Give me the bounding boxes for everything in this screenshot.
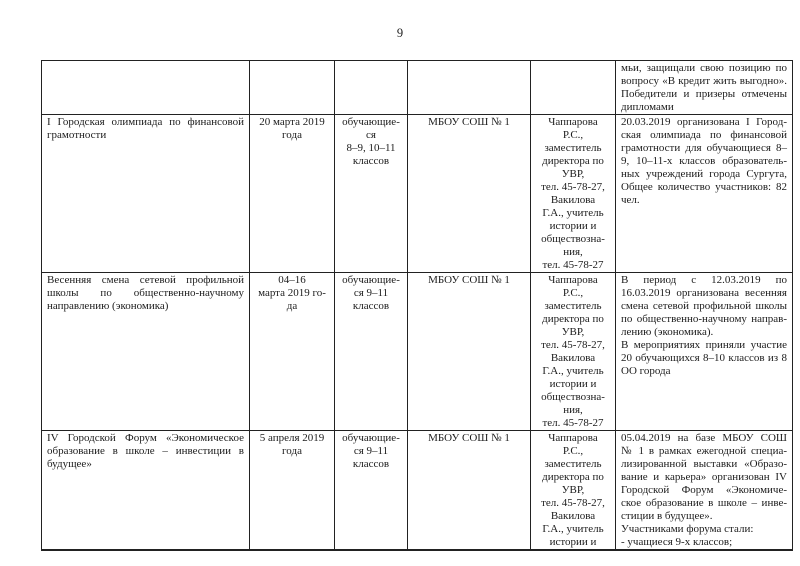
- results-cell: [616, 61, 793, 115]
- text-line: образование в школе – инвестиции в: [47, 445, 244, 457]
- text-line: УВР,: [561, 168, 585, 180]
- text-line: классов: [352, 458, 390, 470]
- text-line: директора по: [542, 471, 604, 483]
- text-line: тел. 45-78-27: [542, 417, 604, 429]
- text-line: Вакилова: [550, 194, 596, 206]
- text-line: № 1 в рамках ежегодной специа-: [621, 445, 787, 457]
- text-line: обучающие-: [342, 432, 400, 444]
- venue-cell: [408, 431, 531, 551]
- date-cell: [250, 273, 335, 431]
- event-cell: [42, 431, 250, 551]
- date-cell: [250, 115, 335, 273]
- text-line: ся 9–11: [353, 287, 389, 299]
- text-line: директора по: [542, 155, 604, 167]
- text-line: заместитель: [544, 300, 602, 312]
- text-line: Г.А., учитель: [542, 207, 604, 219]
- page-number: 9: [396, 26, 404, 40]
- text-line: Участниками форума стали:: [621, 523, 754, 535]
- text-line: Вакилова: [550, 510, 596, 522]
- text-line: ных учреждений города Сургута,: [621, 168, 787, 180]
- text-line: истории и: [549, 378, 597, 390]
- text-line: смена сетевой профильной школы: [621, 300, 787, 312]
- participants-cell: [335, 61, 408, 115]
- text-line: Чаппарова: [548, 274, 598, 286]
- text-line: 20 марта 2019: [259, 116, 325, 128]
- text-line: тел. 45-78-27,: [541, 339, 605, 351]
- table-row: [42, 273, 793, 431]
- text-line: тел. 45-78-27,: [541, 181, 605, 193]
- text-line: МБОУ СОШ № 1: [428, 116, 510, 128]
- text-line: Р.С.,: [562, 287, 584, 299]
- text-line: вание и карьера» организован IV: [621, 471, 787, 483]
- text-line: ния,: [563, 404, 583, 416]
- text-line: обществозна-: [541, 233, 605, 245]
- text-line: Чаппарова: [548, 116, 598, 128]
- text-line: Городской Форум «Экономиче-: [621, 484, 787, 496]
- text-line: 05.04.2019 на базе МБОУ СОШ: [621, 432, 787, 444]
- text-line: УВР,: [561, 326, 585, 338]
- text-line: В мероприятиях приняли участие: [621, 339, 787, 351]
- text-line: классов: [352, 155, 390, 167]
- venue-cell: [408, 273, 531, 431]
- text-line: лизированной выставки «Образо-: [621, 458, 787, 470]
- organizer-cell: [531, 273, 616, 431]
- text-line: года: [282, 129, 302, 141]
- text-line: Вакилова: [550, 352, 596, 364]
- text-line: обучающие-: [342, 274, 400, 286]
- text-line: направлению (экономика): [47, 300, 169, 312]
- text-line: Победители и призеры отмечены: [621, 88, 787, 100]
- text-line: Р.С.,: [562, 129, 584, 141]
- table-row: [42, 61, 793, 115]
- text-line: УВР,: [561, 484, 585, 496]
- text-line: мьи, защищали свою позицию по: [621, 62, 787, 74]
- text-line: I Городская олимпиада по финансовой: [47, 116, 244, 128]
- text-line: ское образование в школе – инве-: [621, 497, 787, 509]
- date-cell: [250, 61, 335, 115]
- text-line: вопросу «В кредит жить выгодно».: [621, 75, 787, 87]
- event-cell: [42, 61, 250, 115]
- text-line: школы по общественно-научному: [47, 287, 244, 299]
- text-line: 5 апреля 2019: [259, 432, 325, 444]
- date-cell: [250, 431, 335, 551]
- text-line: да: [286, 300, 298, 312]
- text-line: ская олимпиада по финансовой: [621, 129, 787, 141]
- text-line: 20 обучающихся 8–10 классов из 8: [621, 352, 787, 364]
- text-line: - учащиеся 9-х классов;: [621, 536, 733, 548]
- text-line: 20.03.2019 организована I Город-: [621, 116, 787, 128]
- text-line: Весенняя смена сетевой профильной: [47, 274, 244, 286]
- text-line: истории и: [549, 536, 597, 548]
- text-line: В период с 12.03.2019 по: [621, 274, 787, 286]
- table-row: [42, 431, 793, 551]
- text-line: будущее»: [47, 458, 92, 470]
- text-line: обществозна-: [541, 391, 605, 403]
- text-line: тел. 45-78-27,: [541, 497, 605, 509]
- text-line: ся 9–11: [353, 445, 389, 457]
- participants-cell: [335, 431, 408, 551]
- organizer-cell: [531, 61, 616, 115]
- text-line: МБОУ СОШ № 1: [428, 432, 510, 444]
- text-line: обучающие-: [342, 116, 400, 128]
- text-line: чел.: [621, 194, 640, 206]
- text-line: Г.А., учитель: [542, 523, 604, 535]
- text-line: дипломами: [621, 101, 674, 113]
- participants-cell: [335, 115, 408, 273]
- text-line: 9, 10–11-х классов образователь-: [621, 155, 787, 167]
- text-line: тел. 45-78-27: [542, 259, 604, 271]
- text-line: 8–9, 10–11: [346, 142, 396, 154]
- text-line: грамотности: [47, 129, 107, 141]
- results-cell: [616, 431, 793, 551]
- text-line: Р.С.,: [562, 445, 584, 457]
- text-line: лению (экономика).: [621, 326, 714, 338]
- event-cell: [42, 273, 250, 431]
- results-cell: [616, 273, 793, 431]
- text-line: года: [282, 445, 302, 457]
- venue-cell: [408, 115, 531, 273]
- text-line: 04–16: [278, 274, 306, 286]
- text-line: Чаппарова: [548, 432, 598, 444]
- results-cell: [616, 115, 793, 273]
- text-line: ОО города: [621, 365, 671, 377]
- text-line: заместитель: [544, 142, 602, 154]
- text-line: по общественно-научному направ-: [621, 313, 787, 325]
- text-line: заместитель: [544, 458, 602, 470]
- text-line: марта 2019 го-: [258, 287, 326, 299]
- text-line: 16.03.2019 организована весенняя: [621, 287, 787, 299]
- text-line: стиции в будущее».: [621, 510, 713, 522]
- venue-cell: [408, 61, 531, 115]
- organizer-cell: [531, 115, 616, 273]
- text-line: IV Городской Форум «Экономическое: [47, 432, 244, 444]
- event-cell: [42, 115, 250, 273]
- text-line: МБОУ СОШ № 1: [428, 274, 510, 286]
- organizer-cell: [531, 431, 616, 551]
- table-row: [42, 115, 793, 273]
- text-line: грамотности для обучающиеся 8–: [621, 142, 787, 154]
- events-table: [41, 60, 793, 551]
- text-line: директора по: [542, 313, 604, 325]
- text-line: ся: [366, 129, 376, 141]
- text-line: истории и: [549, 220, 597, 232]
- text-line: Общее количество участников: 82: [621, 181, 787, 193]
- text-line: классов: [352, 300, 390, 312]
- text-line: Г.А., учитель: [542, 365, 604, 377]
- participants-cell: [335, 273, 408, 431]
- text-line: ния,: [563, 246, 583, 258]
